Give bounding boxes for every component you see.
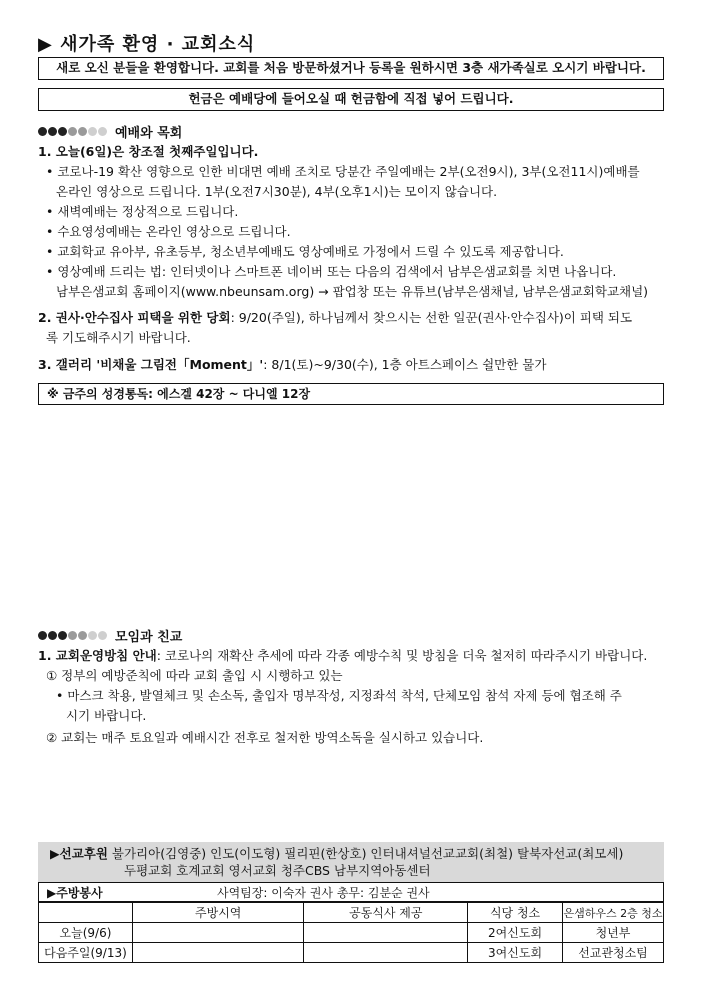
column-header: 은샘하우스 2층 청소: [562, 903, 663, 923]
worship-item-1-title: 1. 오늘(6일)은 창조절 첫째주일입니다.: [38, 144, 259, 159]
worship-item-2-line: 록 기도해주시기 바랍니다.: [46, 330, 191, 345]
worship-section-heading: [38, 122, 182, 141]
mission-line-2: 두평교회 호계교회 영서교회 청주CBS 남부지역아동센터: [124, 863, 431, 878]
kitchen-header: [38, 882, 664, 902]
fellowship-sub-2: ② 교회는 매주 토요일과 예배시간 전후로 철저한 방역소독을 실시하고 있습니다.: [46, 730, 484, 745]
kitchen-leaders: 사역팀장: 이숙자 권사 총무: 김분순 권사: [217, 885, 430, 900]
table-cell: [304, 943, 468, 963]
mission-text: 불가리아(김영중) 인도(이도형) 필리핀(한상호) 인터내셔널선교교회(최철) 탈북자선교(최모세): [111, 846, 624, 861]
table-cell: 2여신도회: [468, 923, 563, 943]
table-row: [39, 943, 664, 963]
worship-item-3-text: : 8/1(토)~9/30(수), 1층 아트스페이스 쉴만한 물가: [263, 357, 547, 372]
table-header-row: [39, 903, 664, 923]
worship-item-1-line: 온라인 영상으로 드립니다. 1부(오전7시30분), 4부(오후1시)는 모이지 않습니다.: [56, 184, 498, 199]
welcome-banner: 새로 오신 분들을 환영합니다. 교회를 처음 방문하셨거나 등록을 원하시면 3층 새가족실로 오시기 바랍니다.: [38, 57, 664, 80]
mission-line-1: [50, 845, 664, 862]
dots-icon: [38, 127, 107, 136]
worship-item-2-title: 2. 권사·안수집사 피택을 위한 당회: [38, 310, 231, 325]
table-cell: 청년부: [562, 923, 663, 943]
worship-item-2-text: : 9/20(주일), 하나님께서 찾으시는 선한 일꾼(권사·안수집사)이 피택 되도: [230, 310, 633, 325]
worship-item-3: [38, 355, 546, 375]
worship-item-3-title: 3. 갤러리 '비채울 그림전「Moment」': [38, 357, 264, 372]
fellowship-sub-1: ① 정부의 예방준칙에 따라 교회 출입 시 시행하고 있는: [46, 668, 343, 683]
table-cell: 오늘(9/6): [39, 923, 133, 943]
worship-item-1-line: • 수요영성예배는 온라인 영상으로 드립니다.: [46, 224, 291, 239]
fellowship-item-1-text: : 코로나의 재확산 추세에 따라 각종 예방수칙 및 방침을 더욱 철저히 따라주시기 바랍니다.: [156, 648, 648, 663]
worship-item-1-line: • 코로나-19 확산 영향으로 인한 비대면 예배 조치로 당분간 주일예배는 2부(오전9시), 3부(오전11시)예배를: [46, 164, 640, 179]
worship-heading-label: 예배와 목회: [115, 126, 183, 141]
table-cell: [304, 923, 468, 943]
column-header: 주방시역: [132, 903, 304, 923]
fellowship-section-heading: [38, 626, 182, 645]
dots-icon: [38, 631, 107, 640]
table-cell: 3여신도회: [468, 943, 563, 963]
fellowship-sub-1-line: • 마스크 착용, 발열체크 및 손소독, 출입자 명부작성, 지정좌석 착석, 단체모임 참석 자제 등에 협조해 주: [56, 688, 622, 703]
column-header: [39, 903, 133, 923]
table-cell: [132, 923, 304, 943]
page-title: ▶ 새가족 환영 · 교회소식: [38, 34, 256, 55]
worship-item-1-line: • 영상예배 드리는 법: 인터넷이나 스마트폰 네이버 또는 다음의 검색에서 남부은샘교회를 치면 나옵니다.: [46, 264, 617, 279]
kitchen-table: [38, 902, 664, 963]
column-header: 공동식사 제공: [304, 903, 468, 923]
kitchen-label: ▶주방봉사: [47, 885, 103, 900]
table-cell: 선교관청소팀: [562, 943, 663, 963]
table-cell: [132, 943, 304, 963]
table-cell: 다음주일(9/13): [39, 943, 133, 963]
worship-item-1-line: • 새벽예배는 정상적으로 드립니다.: [46, 204, 239, 219]
column-header: 식당 청소: [468, 903, 563, 923]
offering-banner: 헌금은 예배당에 들어오실 때 헌금함에 직접 넣어 드립니다.: [38, 88, 664, 111]
fellowship-sub-1-line: 시기 바랍니다.: [66, 708, 147, 723]
bible-reading-box: ※ 금주의 성경통독: 에스겔 42장 ~ 다니엘 12장: [38, 383, 664, 405]
fellowship-item-1: [38, 646, 647, 666]
worship-item-2: [38, 308, 632, 328]
fellowship-heading-label: 모임과 친교: [115, 630, 183, 645]
fellowship-item-1-title: 1. 교회운영방침 안내: [38, 648, 157, 663]
worship-item-1-line: • 교회학교 유아부, 유초등부, 청소년부예배도 영상예배로 가정에서 드릴 수 있도록 제공합니다.: [46, 244, 564, 259]
mission-support-box: [38, 842, 664, 882]
table-row: [39, 923, 664, 943]
mission-label: ▶선교후원: [50, 846, 108, 861]
worship-item-1-line: 남부은샘교회 홈페이지(www.nbeunsam.org) → 팝업창 또는 유튜브(남부은샘채널, 남부은샘교회학교채널): [56, 284, 649, 299]
